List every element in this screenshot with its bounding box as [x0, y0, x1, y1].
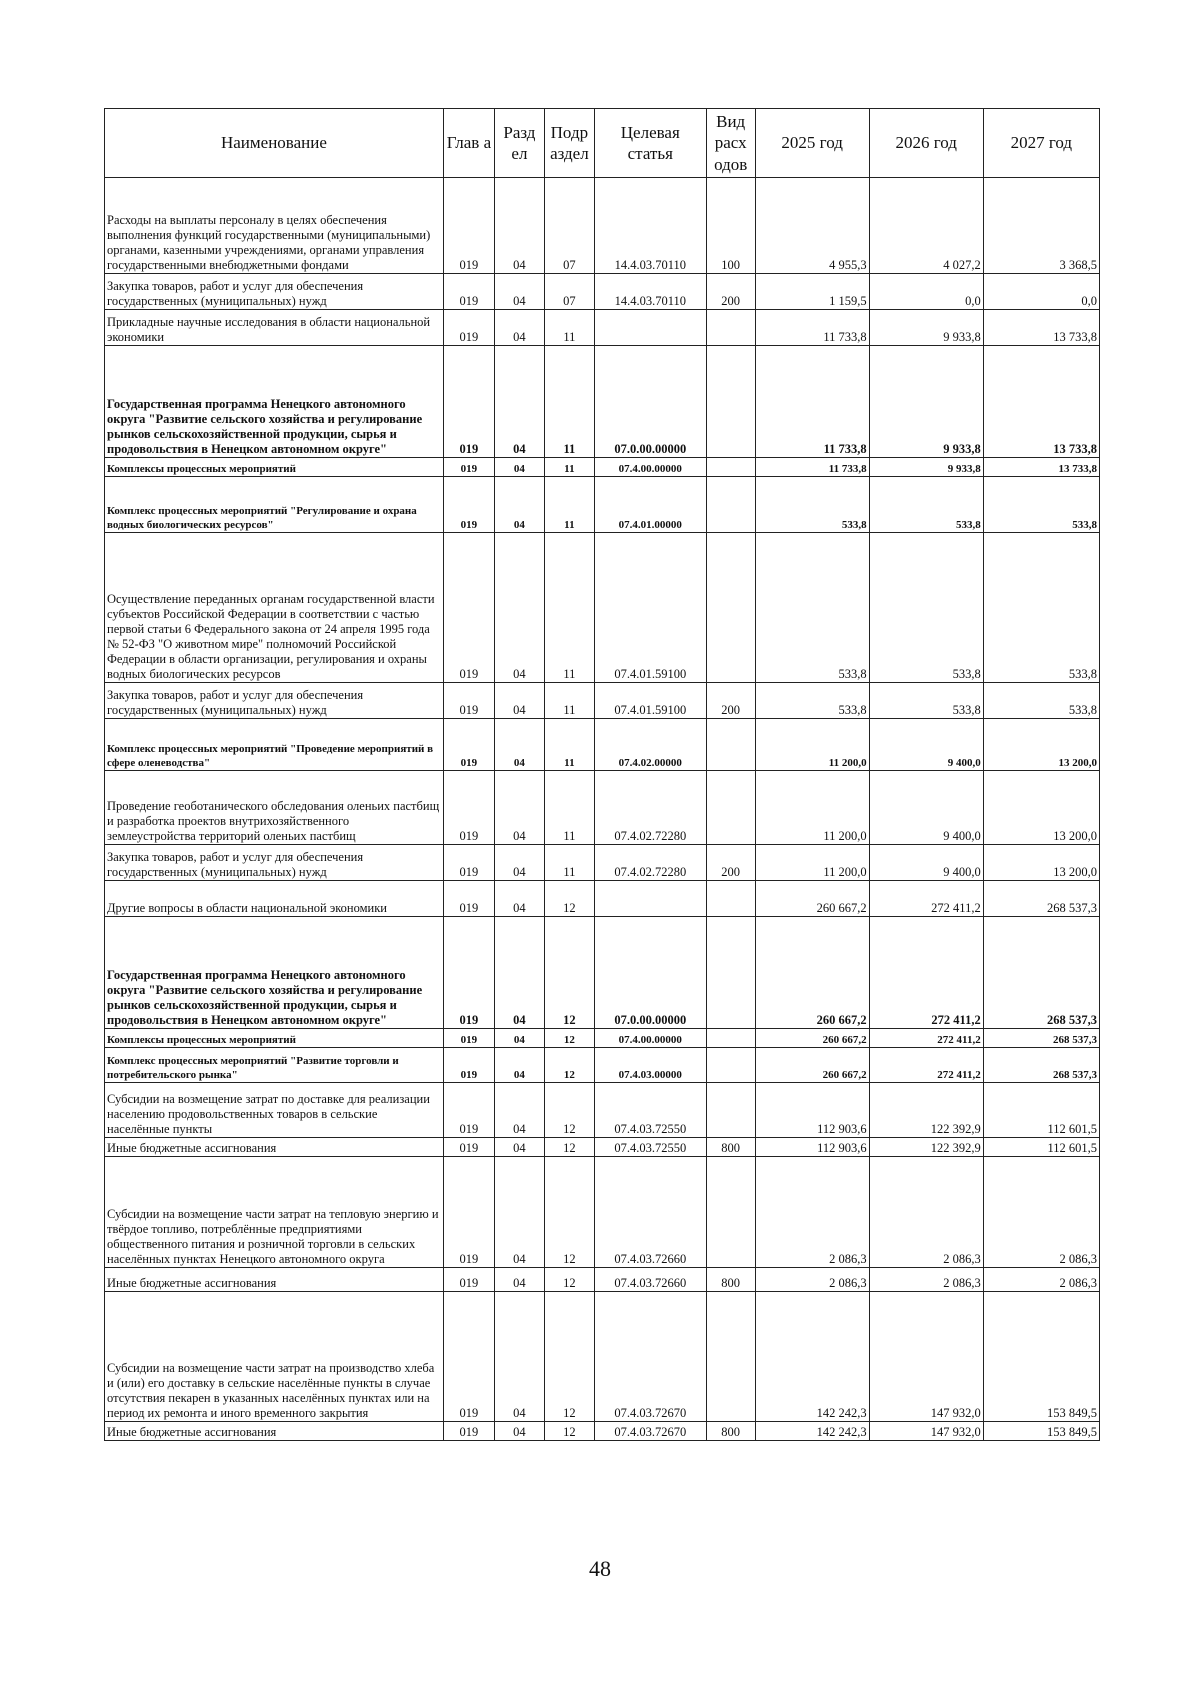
row-podrazdel: 11	[544, 476, 594, 532]
row-year-2025: 112 903,6	[755, 1082, 869, 1137]
row-razdel: 04	[494, 476, 544, 532]
row-year-2025: 11 200,0	[755, 770, 869, 844]
row-razdel: 04	[494, 844, 544, 880]
row-glava: 019	[443, 1267, 494, 1291]
row-name: Субсидии на возмещение части затрат на производство хлеба и (или) его доставку в сельские населённые пункты в случае отсутствия пекарен в указанных населённых пунктах или на период их ремонта и иного временного закрытия	[105, 1291, 444, 1421]
row-podrazdel: 12	[544, 1028, 594, 1047]
row-razdel: 04	[494, 1267, 544, 1291]
row-podrazdel: 12	[544, 1137, 594, 1156]
row-name: Государственная программа Ненецкого автономного округа "Развитие сельского хозяйства и регулирование рынков сельскохозяйственной продукции, сырья и продовольствия в Ненецком автономном округе"	[105, 916, 444, 1028]
row-expense-type: 800	[706, 1421, 755, 1440]
row-expense-type: 100	[706, 177, 755, 273]
row-year-2026: 272 411,2	[869, 1047, 983, 1082]
row-name: Закупка товаров, работ и услуг для обеспечения государственных (муниципальных) нужд	[105, 682, 444, 718]
row-razdel: 04	[494, 718, 544, 770]
row-year-2027: 2 086,3	[983, 1267, 1099, 1291]
row-razdel: 04	[494, 532, 544, 682]
row-year-2026: 272 411,2	[869, 916, 983, 1028]
row-expense-type	[706, 880, 755, 916]
table-row	[105, 309, 1100, 345]
row-razdel: 04	[494, 1421, 544, 1440]
row-glava: 019	[443, 718, 494, 770]
header-target-article: Целевая статья	[594, 109, 706, 178]
row-name: Иные бюджетные ассигнования	[105, 1137, 444, 1156]
row-glava: 019	[443, 1156, 494, 1267]
table-row	[105, 1291, 1100, 1421]
row-year-2027: 268 537,3	[983, 1047, 1099, 1082]
row-expense-type	[706, 309, 755, 345]
row-podrazdel: 12	[544, 880, 594, 916]
row-target-article: 07.4.02.00000	[594, 718, 706, 770]
row-year-2025: 11 200,0	[755, 844, 869, 880]
row-glava: 019	[443, 880, 494, 916]
row-podrazdel: 12	[544, 1421, 594, 1440]
row-razdel: 04	[494, 1047, 544, 1082]
row-year-2025: 2 086,3	[755, 1267, 869, 1291]
row-podrazdel: 11	[544, 309, 594, 345]
row-year-2026: 4 027,2	[869, 177, 983, 273]
row-glava: 019	[443, 770, 494, 844]
row-year-2027: 112 601,5	[983, 1137, 1099, 1156]
row-year-2026: 533,8	[869, 532, 983, 682]
row-year-2025: 533,8	[755, 532, 869, 682]
row-name: Субсидии на возмещение затрат по доставке для реализации населению продовольственных товаров в сельские населённые пункты	[105, 1082, 444, 1137]
row-expense-type	[706, 718, 755, 770]
row-year-2027: 268 537,3	[983, 1028, 1099, 1047]
row-glava: 019	[443, 1082, 494, 1137]
row-razdel: 04	[494, 1137, 544, 1156]
row-expense-type	[706, 1028, 755, 1047]
row-glava: 019	[443, 177, 494, 273]
row-name: Закупка товаров, работ и услуг для обеспечения государственных (муниципальных) нужд	[105, 273, 444, 309]
row-year-2026: 9 933,8	[869, 309, 983, 345]
row-glava: 019	[443, 309, 494, 345]
row-name: Другие вопросы в области национальной экономики	[105, 880, 444, 916]
table-row	[105, 345, 1100, 457]
row-target-article: 07.4.01.00000	[594, 476, 706, 532]
row-year-2026: 9 400,0	[869, 770, 983, 844]
table-row	[105, 273, 1100, 309]
row-year-2025: 4 955,3	[755, 177, 869, 273]
row-year-2025: 11 733,8	[755, 309, 869, 345]
row-podrazdel: 11	[544, 770, 594, 844]
row-expense-type	[706, 916, 755, 1028]
row-target-article: 07.4.01.59100	[594, 682, 706, 718]
row-expense-type	[706, 770, 755, 844]
row-name: Осуществление переданных органам государственной власти субъектов Российской Федерации в соответствии с частью первой статьи 6 Федерального закона от 24 апреля 1995 года № 52-ФЗ "О животном мире" полномочий Российской Федерации в области организации, регулирования и охраны водных биологических ресурсов	[105, 532, 444, 682]
row-expense-type: 200	[706, 273, 755, 309]
row-year-2025: 142 242,3	[755, 1291, 869, 1421]
row-name: Комплекс процессных мероприятий "Регулирование и охрана водных биологических ресурсов"	[105, 476, 444, 532]
row-year-2025: 260 667,2	[755, 916, 869, 1028]
row-target-article: 07.4.02.72280	[594, 844, 706, 880]
header-razdel: Разд ел	[494, 109, 544, 178]
row-razdel: 04	[494, 1156, 544, 1267]
table-row	[105, 1082, 1100, 1137]
row-razdel: 04	[494, 1082, 544, 1137]
table-row	[105, 770, 1100, 844]
table-row	[105, 177, 1100, 273]
row-year-2027: 153 849,5	[983, 1421, 1099, 1440]
row-razdel: 04	[494, 1028, 544, 1047]
header-name: Наименование	[105, 109, 444, 178]
row-razdel: 04	[494, 457, 544, 476]
row-name: Субсидии на возмещение части затрат на тепловую энергию и твёрдое топливо, потреблённые предприятиями общественного питания и розничной торговли в сельских населённых пунктах Ненецкого автономного округа	[105, 1156, 444, 1267]
row-podrazdel: 11	[544, 345, 594, 457]
table-row	[105, 457, 1100, 476]
row-glava: 019	[443, 532, 494, 682]
row-year-2026: 2 086,3	[869, 1156, 983, 1267]
table-row	[105, 1137, 1100, 1156]
table-row	[105, 1047, 1100, 1082]
row-podrazdel: 12	[544, 1291, 594, 1421]
row-year-2026: 2 086,3	[869, 1267, 983, 1291]
row-podrazdel: 12	[544, 916, 594, 1028]
row-expense-type	[706, 1047, 755, 1082]
row-year-2025: 11 733,8	[755, 457, 869, 476]
row-year-2027: 112 601,5	[983, 1082, 1099, 1137]
row-year-2026: 147 932,0	[869, 1421, 983, 1440]
row-name: Комплексы процессных мероприятий	[105, 1028, 444, 1047]
row-year-2026: 533,8	[869, 476, 983, 532]
row-target-article: 07.4.03.72550	[594, 1137, 706, 1156]
header-glava: Глав а	[443, 109, 494, 178]
row-glava: 019	[443, 1028, 494, 1047]
row-year-2027: 533,8	[983, 476, 1099, 532]
row-year-2025: 2 086,3	[755, 1156, 869, 1267]
table-body	[105, 177, 1100, 1440]
budget-table	[104, 108, 1100, 1441]
row-name: Комплекс процессных мероприятий "Развитие торговли и потребительского рынка"	[105, 1047, 444, 1082]
row-podrazdel: 07	[544, 273, 594, 309]
row-expense-type: 200	[706, 844, 755, 880]
row-year-2027: 533,8	[983, 532, 1099, 682]
row-year-2025: 142 242,3	[755, 1421, 869, 1440]
row-target-article: 07.0.00.00000	[594, 345, 706, 457]
row-podrazdel: 11	[544, 844, 594, 880]
row-target-article: 07.4.03.72660	[594, 1267, 706, 1291]
row-target-article	[594, 880, 706, 916]
row-year-2027: 13 200,0	[983, 844, 1099, 880]
row-name: Расходы на выплаты персоналу в целях обеспечения выполнения функций государственными (муниципальными) органами, казенными учреждениями, органами управления государственными внебюджетными фондами	[105, 177, 444, 273]
row-glava: 019	[443, 1291, 494, 1421]
row-year-2025: 533,8	[755, 682, 869, 718]
row-podrazdel: 07	[544, 177, 594, 273]
table-row	[105, 476, 1100, 532]
row-expense-type: 800	[706, 1267, 755, 1291]
row-target-article: 07.4.03.72550	[594, 1082, 706, 1137]
row-year-2025: 11 733,8	[755, 345, 869, 457]
row-year-2027: 3 368,5	[983, 177, 1099, 273]
row-year-2025: 1 159,5	[755, 273, 869, 309]
row-razdel: 04	[494, 345, 544, 457]
row-target-article: 07.4.03.72670	[594, 1421, 706, 1440]
row-podrazdel: 11	[544, 532, 594, 682]
table-row	[105, 1156, 1100, 1267]
row-expense-type	[706, 1291, 755, 1421]
table-row	[105, 916, 1100, 1028]
row-year-2026: 272 411,2	[869, 880, 983, 916]
row-year-2026: 9 933,8	[869, 457, 983, 476]
row-razdel: 04	[494, 1291, 544, 1421]
row-target-article: 07.4.03.00000	[594, 1047, 706, 1082]
row-name: Комплекс процессных мероприятий "Проведение мероприятий в сфере оленеводства"	[105, 718, 444, 770]
table-row	[105, 718, 1100, 770]
row-podrazdel: 11	[544, 682, 594, 718]
row-razdel: 04	[494, 916, 544, 1028]
header-expense-type: Вид расх одов	[706, 109, 755, 178]
header-podrazdel: Подр аздел	[544, 109, 594, 178]
header-year-2025: 2025 год	[755, 109, 869, 178]
row-year-2027: 13 733,8	[983, 309, 1099, 345]
row-target-article: 14.4.03.70110	[594, 177, 706, 273]
row-target-article: 07.0.00.00000	[594, 916, 706, 1028]
row-year-2025: 260 667,2	[755, 880, 869, 916]
row-glava: 019	[443, 273, 494, 309]
row-year-2027: 13 733,8	[983, 345, 1099, 457]
row-razdel: 04	[494, 309, 544, 345]
row-year-2027: 13 200,0	[983, 718, 1099, 770]
row-year-2026: 122 392,9	[869, 1082, 983, 1137]
row-glava: 019	[443, 345, 494, 457]
row-name: Комплексы процессных мероприятий	[105, 457, 444, 476]
row-year-2027: 2 086,3	[983, 1156, 1099, 1267]
row-expense-type	[706, 476, 755, 532]
row-year-2026: 533,8	[869, 682, 983, 718]
table-header-row	[105, 109, 1100, 178]
row-name: Государственная программа Ненецкого автономного округа "Развитие сельского хозяйства и регулирование рынков сельскохозяйственной продукции, сырья и продовольствия в Ненецком автономном округе"	[105, 345, 444, 457]
row-razdel: 04	[494, 273, 544, 309]
row-name: Иные бюджетные ассигнования	[105, 1267, 444, 1291]
row-razdel: 04	[494, 682, 544, 718]
row-podrazdel: 12	[544, 1156, 594, 1267]
row-year-2026: 147 932,0	[869, 1291, 983, 1421]
row-year-2025: 11 200,0	[755, 718, 869, 770]
row-year-2027: 0,0	[983, 273, 1099, 309]
row-podrazdel: 12	[544, 1082, 594, 1137]
row-year-2027: 268 537,3	[983, 880, 1099, 916]
row-year-2025: 260 667,2	[755, 1047, 869, 1082]
row-name: Закупка товаров, работ и услуг для обеспечения государственных (муниципальных) нужд	[105, 844, 444, 880]
row-target-article: 07.4.00.00000	[594, 1028, 706, 1047]
row-target-article: 07.4.00.00000	[594, 457, 706, 476]
row-year-2025: 260 667,2	[755, 1028, 869, 1047]
row-glava: 019	[443, 844, 494, 880]
row-year-2027: 268 537,3	[983, 916, 1099, 1028]
row-podrazdel: 12	[544, 1047, 594, 1082]
row-expense-type	[706, 1156, 755, 1267]
row-glava: 019	[443, 457, 494, 476]
table-row	[105, 1421, 1100, 1440]
row-name: Прикладные научные исследования в области национальной экономики	[105, 309, 444, 345]
table-row	[105, 1267, 1100, 1291]
row-podrazdel: 11	[544, 457, 594, 476]
row-year-2027: 13 200,0	[983, 770, 1099, 844]
row-expense-type: 800	[706, 1137, 755, 1156]
row-podrazdel: 12	[544, 1267, 594, 1291]
table-row	[105, 880, 1100, 916]
row-podrazdel: 11	[544, 718, 594, 770]
row-glava: 019	[443, 916, 494, 1028]
table-row	[105, 844, 1100, 880]
row-expense-type	[706, 532, 755, 682]
header-year-2026: 2026 год	[869, 109, 983, 178]
row-year-2027: 533,8	[983, 682, 1099, 718]
row-year-2026: 0,0	[869, 273, 983, 309]
row-year-2026: 9 400,0	[869, 844, 983, 880]
row-expense-type	[706, 1082, 755, 1137]
table-row	[105, 532, 1100, 682]
row-year-2027: 153 849,5	[983, 1291, 1099, 1421]
row-year-2026: 122 392,9	[869, 1137, 983, 1156]
row-expense-type	[706, 457, 755, 476]
row-glava: 019	[443, 682, 494, 718]
row-razdel: 04	[494, 177, 544, 273]
row-year-2026: 272 411,2	[869, 1028, 983, 1047]
row-year-2027: 13 733,8	[983, 457, 1099, 476]
row-year-2026: 9 933,8	[869, 345, 983, 457]
row-year-2025: 533,8	[755, 476, 869, 532]
header-year-2027: 2027 год	[983, 109, 1099, 178]
table-row	[105, 682, 1100, 718]
row-glava: 019	[443, 1047, 494, 1082]
row-target-article: 07.4.01.59100	[594, 532, 706, 682]
row-razdel: 04	[494, 880, 544, 916]
row-expense-type: 200	[706, 682, 755, 718]
row-target-article: 07.4.03.72660	[594, 1156, 706, 1267]
row-expense-type	[706, 345, 755, 457]
row-razdel: 04	[494, 770, 544, 844]
row-target-article: 07.4.02.72280	[594, 770, 706, 844]
page-number: 48	[589, 1556, 611, 1581]
row-glava: 019	[443, 1421, 494, 1440]
row-target-article: 14.4.03.70110	[594, 273, 706, 309]
row-glava: 019	[443, 1137, 494, 1156]
table-row	[105, 1028, 1100, 1047]
row-year-2026: 9 400,0	[869, 718, 983, 770]
row-target-article: 07.4.03.72670	[594, 1291, 706, 1421]
row-name: Проведение геоботанического обследования оленьих пастбищ и разработка проектов внутрихозяйственного землеустройства территорий оленьих пастбищ	[105, 770, 444, 844]
row-name: Иные бюджетные ассигнования	[105, 1421, 444, 1440]
row-glava: 019	[443, 476, 494, 532]
row-target-article	[594, 309, 706, 345]
row-year-2025: 112 903,6	[755, 1137, 869, 1156]
